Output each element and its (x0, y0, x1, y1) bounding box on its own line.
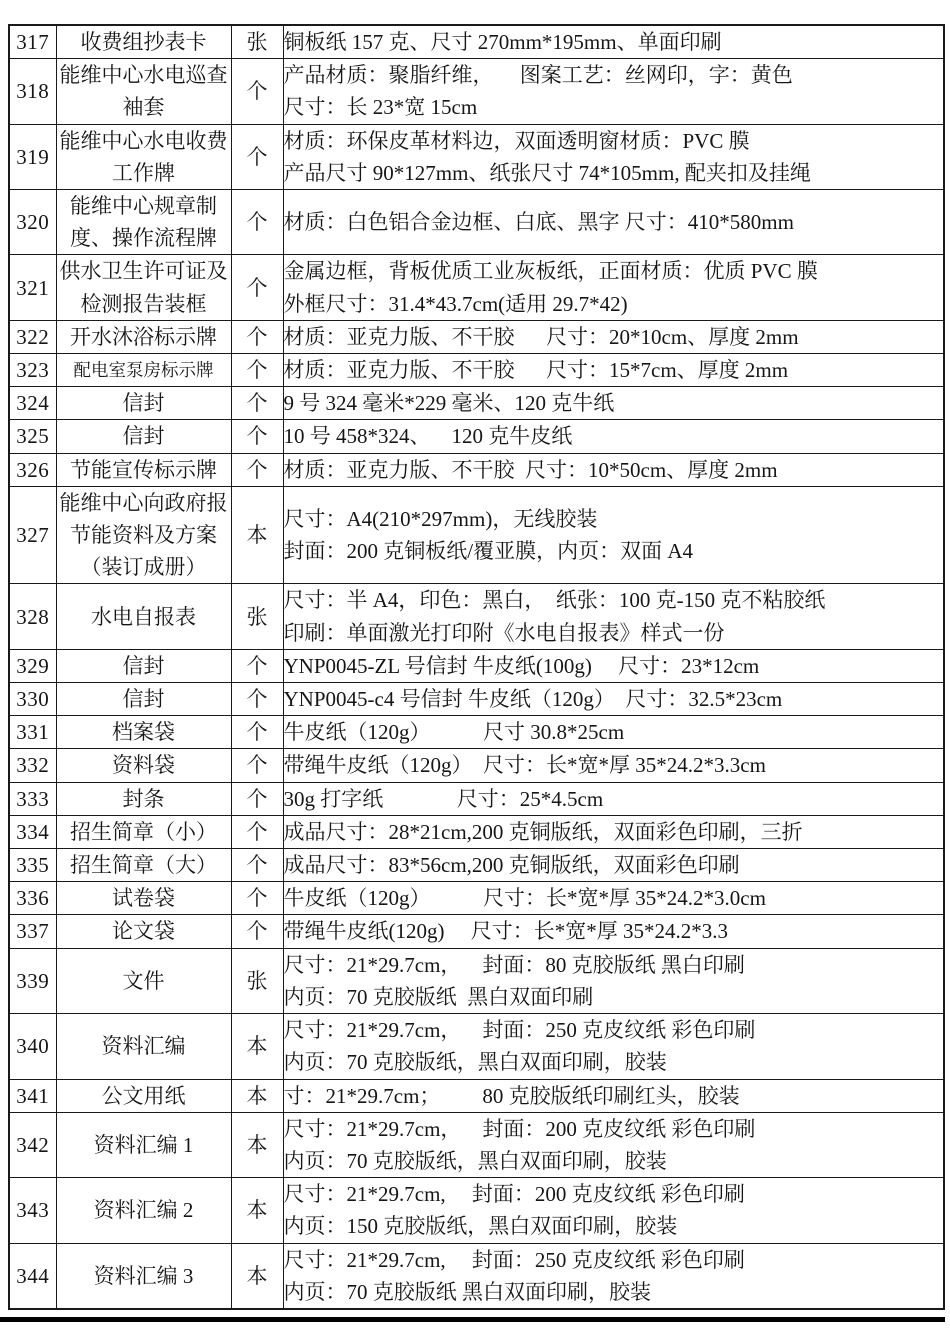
item-name-cell: 信封 (56, 649, 231, 682)
item-spec-cell (283, 190, 944, 255)
item-unit-cell: 个 (231, 387, 283, 420)
item-unit-cell: 个 (231, 716, 283, 749)
item-spec-cell (283, 849, 944, 882)
item-spec-cell (283, 882, 944, 915)
item-number-cell: 317 (9, 25, 56, 59)
item-name-cell: 招生简章（大） (56, 849, 231, 882)
table-row (9, 420, 944, 453)
item-spec-line: 尺寸：A4(210*297mm)，无线胶装 (283, 506, 598, 531)
item-unit-cell: 个 (231, 420, 283, 453)
item-spec-line: YNP0045-c4 号信封 牛皮纸（120g） 尺寸：32.5*23cm (283, 687, 783, 712)
item-name-cell: 水电自报表 (56, 584, 231, 649)
item-spec-line: 内页：70 克胶版纸 黑白双面印刷 (283, 984, 594, 1009)
item-number-cell: 321 (9, 255, 56, 320)
table-row (9, 1243, 944, 1309)
item-spec-cell (283, 320, 944, 353)
item-unit-cell: 张 (231, 948, 283, 1013)
table-row (9, 1178, 944, 1243)
item-spec-cell (283, 584, 944, 649)
item-spec-line: 金属边框，背板优质工业灰板纸，正面材质：优质 PVC 膜 (283, 259, 818, 284)
item-spec-cell (283, 1243, 944, 1309)
item-spec-line: 尺寸：21*29.7cm, 封面：250 克皮纹纸 彩色印刷 (283, 1247, 745, 1272)
item-spec-line: 内页：70 克胶版纸，黑白双面印刷，胶装 (283, 1050, 667, 1075)
table-body (9, 25, 944, 1309)
item-number-cell: 325 (9, 420, 56, 453)
item-unit-cell: 本 (231, 1079, 283, 1112)
item-spec-cell (283, 716, 944, 749)
item-spec-line: 产品材质：聚脂纤维， 图案工艺：丝网印，字：黄色 (283, 63, 793, 88)
item-name-cell: 公文用纸 (56, 1079, 231, 1112)
item-unit-cell: 个 (231, 749, 283, 782)
item-number-cell: 328 (9, 584, 56, 649)
item-spec-cell (283, 387, 944, 420)
item-number-cell: 336 (9, 882, 56, 915)
item-spec-cell (283, 749, 944, 782)
table-row (9, 915, 944, 948)
item-spec-line: 寸：21*29.7cm； 80 克胶版纸印刷红头，胶装 (283, 1083, 740, 1108)
item-spec-line: 材质：环保皮革材料边，双面透明窗材质：PVC 膜 (283, 128, 750, 153)
item-number-cell: 334 (9, 815, 56, 848)
item-number-cell: 323 (9, 354, 56, 387)
table-row (9, 1014, 944, 1079)
item-spec-cell (283, 782, 944, 815)
item-spec-line: 10 号 458*324、 120 克牛皮纸 (283, 424, 573, 449)
item-name-cell: 资料汇编 3 (56, 1243, 231, 1309)
item-spec-line: 尺寸：21*29.7cm, 封面：200 克皮纹纸 彩色印刷 (283, 1182, 745, 1207)
item-spec-line: 带绳牛皮纸(120g) 尺寸：长*宽*厚 35*24.2*3.3 (283, 919, 728, 944)
item-name-cell: 资料汇编 (56, 1014, 231, 1079)
item-unit-cell: 本 (231, 1243, 283, 1309)
item-name-cell: 能维中心水电巡查袖套 (56, 59, 231, 124)
item-unit-cell: 个 (231, 190, 283, 255)
table-row (9, 849, 944, 882)
item-spec-line: 材质：亚克力版、不干胶 尺寸：10*50cm、厚度 2mm (283, 457, 778, 482)
item-number-cell: 319 (9, 124, 56, 189)
item-number-cell: 342 (9, 1112, 56, 1177)
item-unit-cell: 个 (231, 683, 283, 716)
item-spec-cell (283, 420, 944, 453)
item-spec-cell (283, 649, 944, 682)
item-unit-cell: 张 (231, 25, 283, 59)
item-spec-cell (283, 25, 944, 59)
item-number-cell: 318 (9, 59, 56, 124)
item-name-cell: 收费组抄表卡 (56, 25, 231, 59)
item-spec-cell (283, 59, 944, 124)
item-spec-line: 尺寸：21*29.7cm， 封面：80 克胶版纸 黑白印刷 (283, 952, 745, 977)
item-spec-line: 30g 打字纸 尺寸：25*4.5cm (283, 786, 604, 811)
item-unit-cell: 本 (231, 1178, 283, 1243)
table-row (9, 25, 944, 59)
item-spec-cell (283, 486, 944, 584)
item-spec-line: 尺寸：21*29.7cm， 封面：250 克皮纹纸 彩色印刷 (283, 1018, 756, 1043)
supplies-spec-table (8, 24, 945, 1310)
item-number-cell: 322 (9, 320, 56, 353)
item-name-cell: 试卷袋 (56, 882, 231, 915)
item-name-cell: 资料汇编 1 (56, 1112, 231, 1177)
item-name-cell: 资料袋 (56, 749, 231, 782)
item-name-cell: 招生简章（小） (56, 815, 231, 848)
item-number-cell: 332 (9, 749, 56, 782)
item-number-cell: 329 (9, 649, 56, 682)
table-row (9, 486, 944, 584)
item-number-cell: 343 (9, 1178, 56, 1243)
item-spec-line: YNP0045-ZL 号信封 牛皮纸(100g) 尺寸：23*12cm (283, 653, 760, 678)
item-spec-cell (283, 255, 944, 320)
table-row (9, 1112, 944, 1177)
table-row (9, 815, 944, 848)
item-spec-line: 尺寸：半 A4，印色：黑白， 纸张：100 克-150 克不粘胶纸 (283, 588, 826, 613)
item-number-cell: 337 (9, 915, 56, 948)
item-number-cell: 327 (9, 486, 56, 584)
item-unit-cell: 个 (231, 255, 283, 320)
item-number-cell: 331 (9, 716, 56, 749)
item-unit-cell: 本 (231, 486, 283, 584)
table-row (9, 124, 944, 189)
item-spec-cell (283, 948, 944, 1013)
table-row (9, 320, 944, 353)
table-row (9, 190, 944, 255)
item-spec-line: 产品尺寸 90*127mm、纸张尺寸 74*105mm, 配夹扣及挂绳 (283, 160, 811, 185)
table-row (9, 59, 944, 124)
table-row (9, 948, 944, 1013)
item-spec-cell (283, 453, 944, 486)
item-unit-cell: 个 (231, 815, 283, 848)
table-row (9, 255, 944, 320)
item-spec-line: 牛皮纸（120g） 尺寸：长*宽*厚 35*24.2*3.0cm (283, 886, 766, 911)
item-number-cell: 339 (9, 948, 56, 1013)
item-spec-line: 成品尺寸：83*56cm,200 克铜版纸，双面彩色印刷 (283, 853, 740, 878)
item-spec-cell (283, 354, 944, 387)
item-spec-line: 内页：70 克胶版纸 黑白双面印刷，胶装 (283, 1279, 651, 1304)
item-spec-line: 材质：亚克力版、不干胶 尺寸：15*7cm、厚度 2mm (283, 358, 789, 383)
item-name-cell: 供水卫生许可证及检测报告装框 (56, 255, 231, 320)
item-number-cell: 330 (9, 683, 56, 716)
item-name-cell: 能维中心向政府报节能资料及方案（装订成册） (56, 486, 231, 584)
item-spec-line: 内页：70 克胶版纸，黑白双面印刷，胶装 (283, 1148, 667, 1173)
item-name-cell: 文件 (56, 948, 231, 1013)
item-spec-line: 铜板纸 157 克、尺寸 270mm*195mm、单面印刷 (283, 30, 722, 54)
item-spec-cell (283, 124, 944, 189)
item-spec-line: 印刷：单面激光打印附《水电自报表》样式一份 (283, 620, 725, 645)
item-spec-line: 带绳牛皮纸（120g） 尺寸：长*宽*厚 35*24.2*3.3cm (283, 753, 766, 778)
item-number-cell: 341 (9, 1079, 56, 1112)
item-spec-line: 材质：白色铝合金边框、白底、黑字 尺寸：410*580mm (283, 210, 794, 235)
item-number-cell: 324 (9, 387, 56, 420)
item-spec-cell (283, 1079, 944, 1112)
item-number-cell: 320 (9, 190, 56, 255)
item-name-cell: 信封 (56, 387, 231, 420)
item-name-cell: 开水沐浴标示牌 (56, 320, 231, 353)
item-unit-cell: 张 (231, 584, 283, 649)
item-unit-cell: 个 (231, 915, 283, 948)
item-spec-line: 尺寸：21*29.7cm， 封面：200 克皮纹纸 彩色印刷 (283, 1116, 756, 1141)
item-number-cell: 340 (9, 1014, 56, 1079)
item-unit-cell: 个 (231, 849, 283, 882)
item-unit-cell: 个 (231, 354, 283, 387)
page-bottom-divider (0, 1317, 945, 1322)
item-unit-cell: 个 (231, 320, 283, 353)
item-spec-line: 尺寸：长 23*宽 15cm (283, 95, 478, 120)
table-row (9, 716, 944, 749)
table-row (9, 354, 944, 387)
item-unit-cell: 个 (231, 59, 283, 124)
item-unit-cell: 个 (231, 649, 283, 682)
table-row (9, 1079, 944, 1112)
item-number-cell: 326 (9, 453, 56, 486)
item-name-cell: 配电室泵房标示牌 (56, 354, 231, 387)
item-spec-cell (283, 1014, 944, 1079)
item-spec-cell (283, 1178, 944, 1243)
item-name-cell: 能维中心规章制度、操作流程牌 (56, 190, 231, 255)
item-unit-cell: 个 (231, 782, 283, 815)
item-spec-line: 封面：200 克铜板纸/覆亚膜，内页：双面 A4 (283, 539, 693, 564)
item-spec-cell (283, 683, 944, 716)
table-row (9, 649, 944, 682)
item-spec-line: 牛皮纸（120g） 尺寸 30.8*25cm (283, 720, 625, 745)
item-spec-line: 9 号 324 毫米*229 毫米、120 克牛纸 (283, 391, 615, 416)
item-unit-cell: 个 (231, 124, 283, 189)
table-row (9, 387, 944, 420)
table-row (9, 453, 944, 486)
table-row (9, 782, 944, 815)
table-row (9, 749, 944, 782)
item-unit-cell: 本 (231, 1112, 283, 1177)
item-spec-line: 内页：150 克胶版纸，黑白双面印刷，胶装 (283, 1214, 678, 1239)
item-spec-cell (283, 1112, 944, 1177)
item-unit-cell: 个 (231, 882, 283, 915)
item-unit-cell: 个 (231, 453, 283, 486)
item-number-cell: 333 (9, 782, 56, 815)
item-name-cell: 论文袋 (56, 915, 231, 948)
item-spec-cell (283, 815, 944, 848)
table-row (9, 683, 944, 716)
item-name-cell: 节能宣传标示牌 (56, 453, 231, 486)
item-name-cell: 信封 (56, 683, 231, 716)
item-spec-line: 材质：亚克力版、不干胶 尺寸：20*10cm、厚度 2mm (283, 324, 799, 349)
item-unit-cell: 本 (231, 1014, 283, 1079)
item-number-cell: 344 (9, 1243, 56, 1309)
table-row (9, 584, 944, 649)
item-name-cell: 能维中心水电收费工作牌 (56, 124, 231, 189)
item-name-cell: 档案袋 (56, 716, 231, 749)
item-spec-line: 成品尺寸：28*21cm,200 克铜版纸，双面彩色印刷，三折 (283, 819, 803, 844)
item-name-cell: 封条 (56, 782, 231, 815)
item-name-cell: 信封 (56, 420, 231, 453)
item-spec-cell (283, 915, 944, 948)
item-name-cell: 资料汇编 2 (56, 1178, 231, 1243)
item-number-cell: 335 (9, 849, 56, 882)
item-spec-line: 外框尺寸：31.4*43.7cm(适用 29.7*42) (283, 291, 628, 316)
table-row (9, 882, 944, 915)
